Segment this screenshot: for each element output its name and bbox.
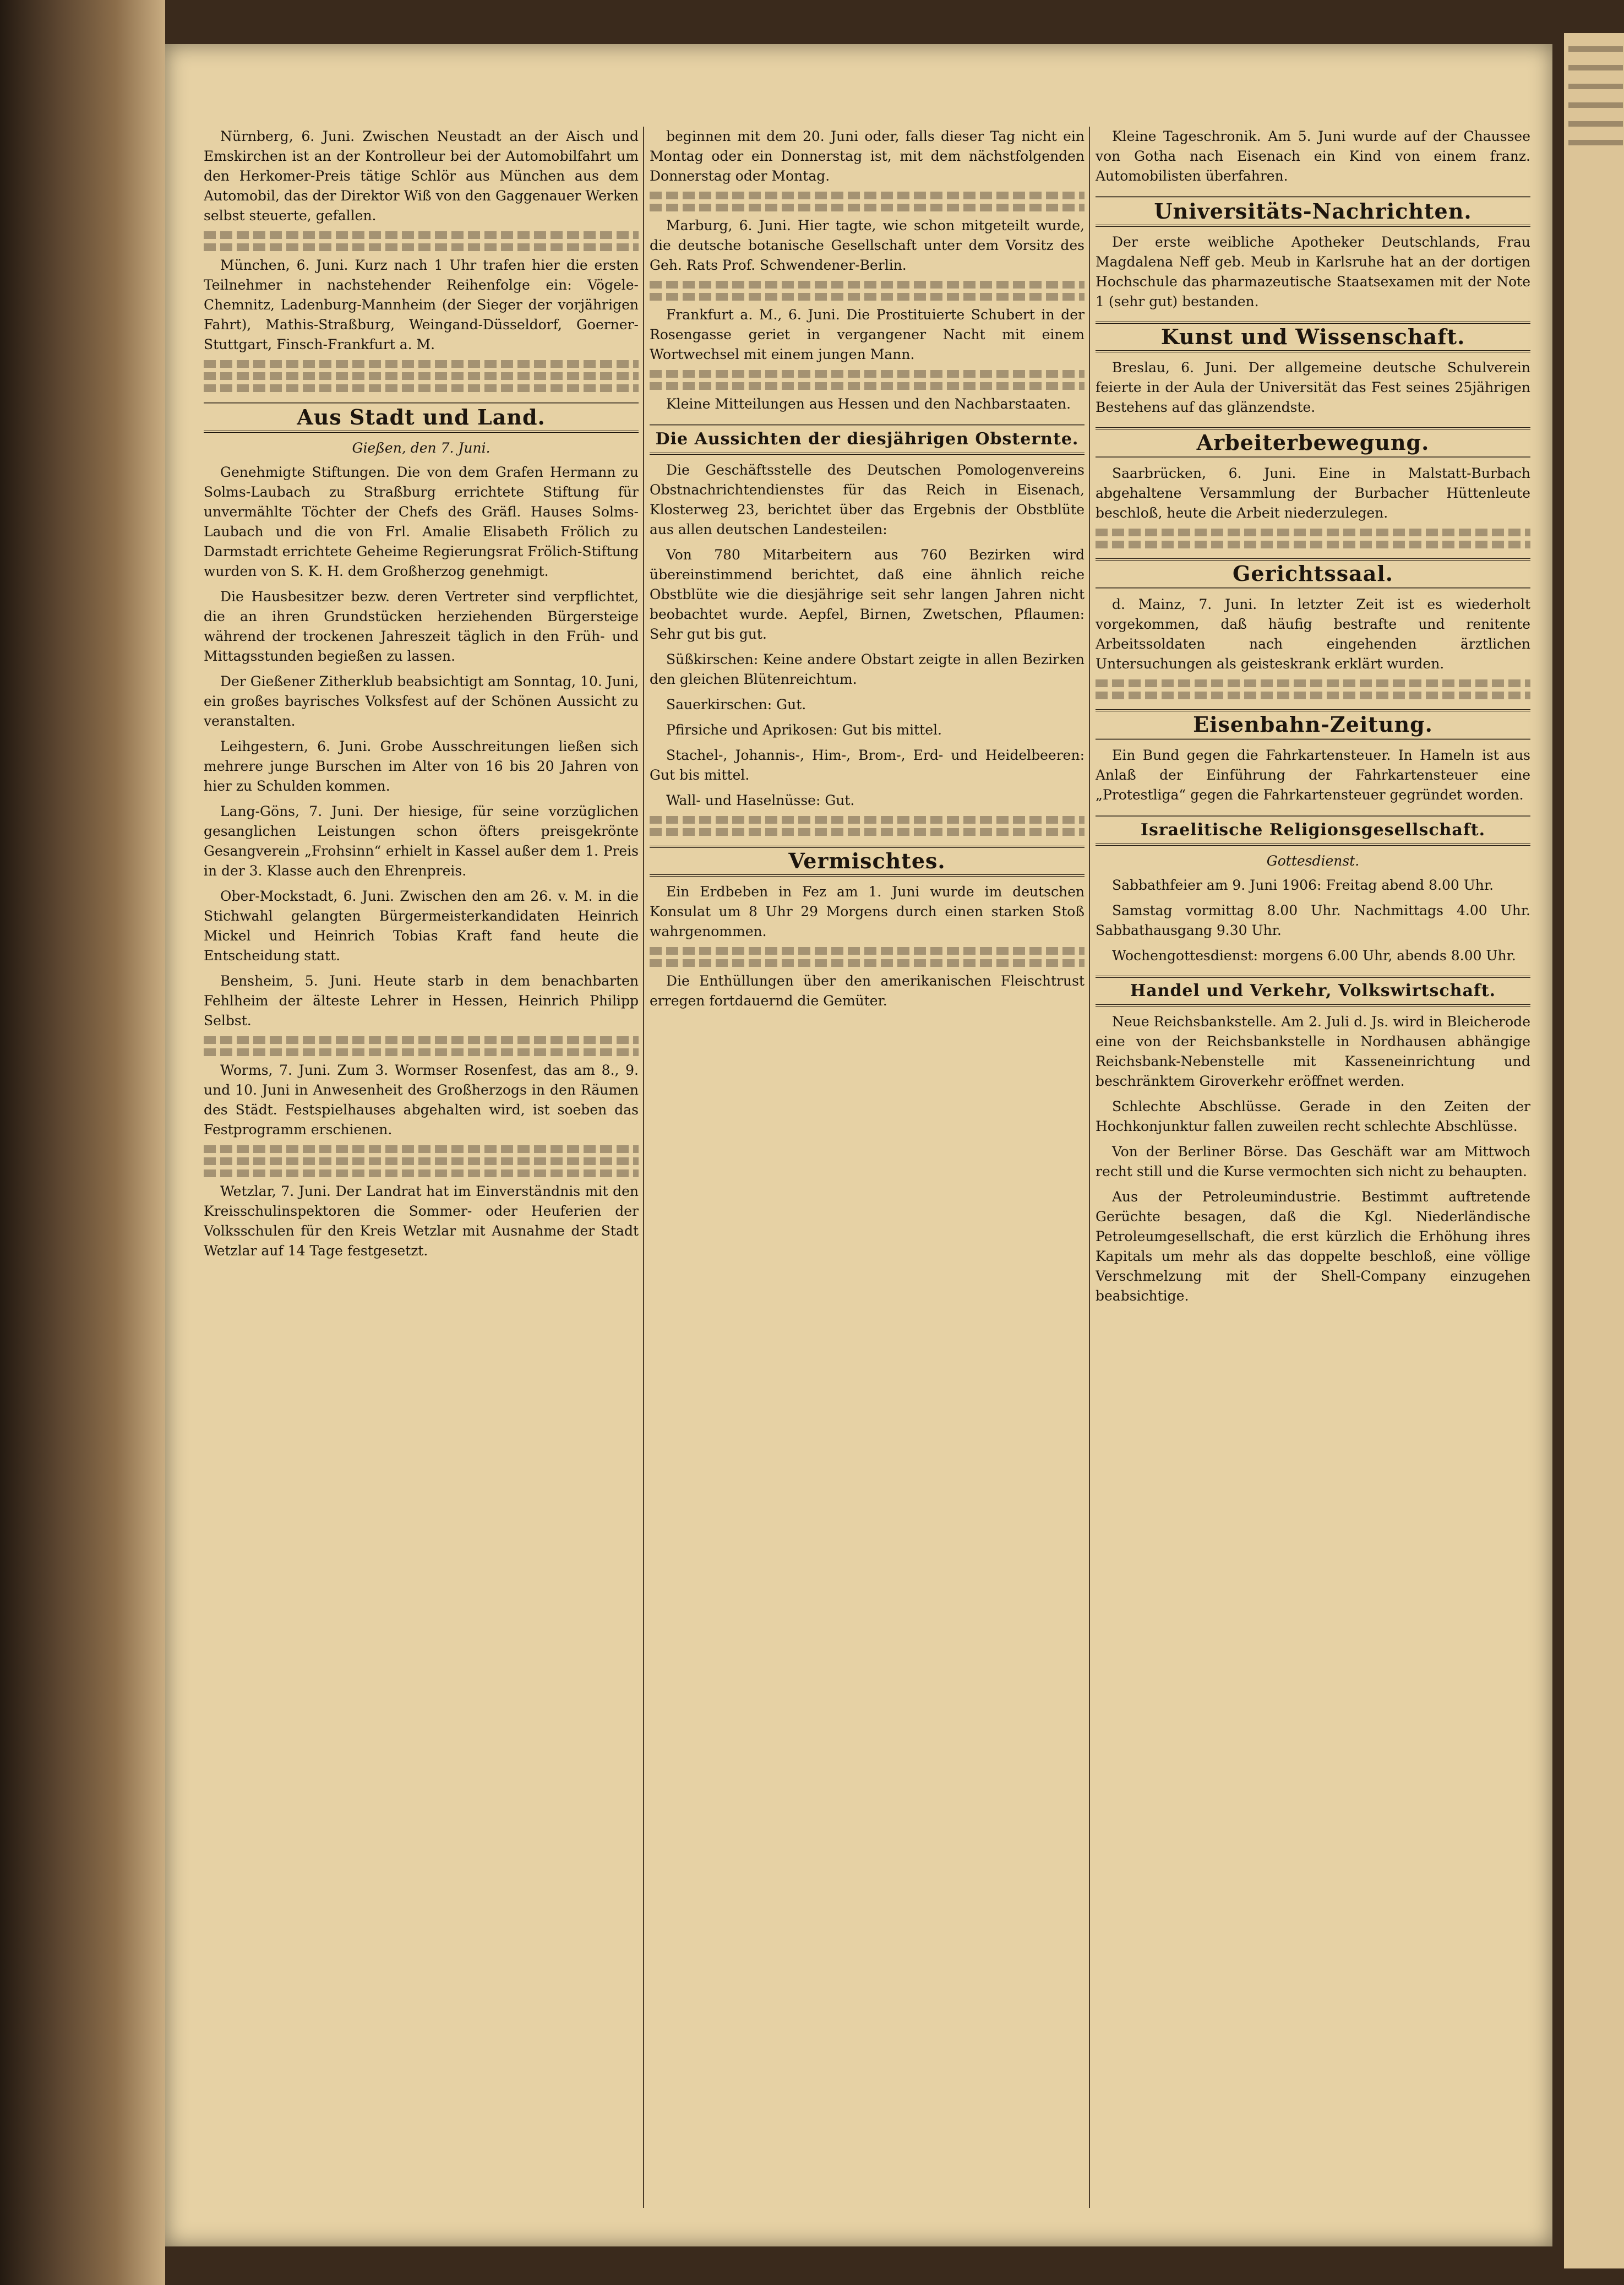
text-stub bbox=[650, 293, 1085, 301]
article-ober-mockstadt: Ober-Mockstadt, 6. Juni. Zwischen den am 26. v. M. in die Stichwahl gelangten Bürgermeisterkandidaten Heinrich Mickel und Heinrich Tobias Kraft fand heute die Entscheidung statt. bbox=[204, 888, 639, 964]
article-boerse: Von der Berliner Börse. Das Geschäft war am Mittwoch recht still und die Kurse vermochten sich nicht zu behaupten. bbox=[1096, 1144, 1530, 1179]
text-stub bbox=[650, 370, 1085, 378]
article-apothekerin: Der erste weibliche Apotheker Deutschlands, Frau Magdalena Neff geb. Meub in Karlsruhe hat an der dortigen Hochschule das pharmazeutische Staatsexamen mit der Note 1 (sehr gut) bestanden. bbox=[1096, 234, 1530, 309]
text-stub bbox=[650, 947, 1085, 955]
section-heading: Die Aussichten der diesjährigen Obsternte. bbox=[650, 424, 1085, 455]
article-pfirsiche: Pfirsiche und Aprikosen: Gut bis mittel. bbox=[666, 722, 942, 738]
newspaper-page bbox=[165, 44, 1552, 2246]
section-heading: Vermischtes. bbox=[650, 846, 1085, 877]
text-stub bbox=[1568, 84, 1623, 89]
article-suesskirschen: Süßkirschen: Keine andere Obstart zeigte in allen Bezirken den gleichen Blütenreichtum. bbox=[650, 651, 1085, 687]
article-saarbruecken: Saarbrücken, 6. Juni. Eine in Malstatt-Burbach abgehaltene Versammlung der Burbacher Hüttenleute beschloß, heute die Arbeit niederzulegen. bbox=[1096, 465, 1530, 521]
dateline: Gießen, den 7. Juni. bbox=[352, 440, 491, 456]
section-heading: Aus Stadt und Land. bbox=[204, 402, 639, 433]
text-stub bbox=[1096, 679, 1530, 687]
article-breslau: Breslau, 6. Juni. Der allgemeine deutsche Schulverein feierte in der Aula der Universität das Fest seines 25jährigen Bestehens auf das glänzendste. bbox=[1096, 360, 1530, 415]
section-heading: Universitäts-Nachrichten. bbox=[1096, 196, 1530, 227]
text-stub bbox=[1568, 102, 1623, 108]
text-stub bbox=[1568, 140, 1623, 145]
article-zitherklub: Der Gießener Zitherklub beabsichtigt am Sonntag, 10. Juni, ein großes bayrisches Volksfest auf der Schönen Aussicht zu veranstalten. bbox=[204, 673, 639, 729]
subheading: Gottesdienst. bbox=[1266, 853, 1360, 869]
text-stub bbox=[650, 281, 1085, 289]
gottesdienst-samstag: Samstag vormittag 8.00 Uhr. Nachmittags 4.00 Uhr. Sabbathausgang 9.30 Uhr. bbox=[1096, 902, 1530, 938]
column-rule bbox=[643, 127, 644, 2208]
text-stub bbox=[1096, 541, 1530, 548]
section-heading: Israelitische Religionsgesellschaft. bbox=[1096, 815, 1530, 846]
article-mainz: d. Mainz, 7. Juni. In letzter Zeit ist es wiederholt vorgekommen, daß häufig bestrafte und renitente Arbeitssoldaten nach eingehenden ärztlichen Untersuchungen als geisteskrank erklärt wurden. bbox=[1096, 596, 1530, 672]
section-heading: Handel und Verkehr, Volkswirtschaft. bbox=[1096, 976, 1530, 1007]
article-abschluesse: Schlechte Abschlüsse. Gerade in den Zeiten der Hochkonjunktur fallen zuweilen recht schlechte Abschlüsse. bbox=[1096, 1098, 1530, 1134]
section-heading: Arbeiterbewegung. bbox=[1096, 427, 1530, 458]
article-petroleum: Aus der Petroleumindustrie. Bestimmt auftretende Gerüchte besagen, daß die Kgl. Niederländische Petroleumgesellschaft, die erst kürzlich die Erhöhung ihres Kapitals um mehr als das doppelte beschloß, eine völlige Verschmelzung mit der Shell-Company einzugehen beabsichtige. bbox=[1096, 1189, 1530, 1304]
article-obsternte-report: Von 780 Mitarbeitern aus 760 Bezirken wird übereinstimmend berichtet, daß eine ähnlich reiche Obstblüte wie die diesjährige seit sehr langen Jahren nicht beobachtet wurde. Aepfel, Birnen, Zwetschen, Pflaumen: Sehr gut bis gut. bbox=[650, 547, 1085, 642]
text-stub bbox=[650, 816, 1085, 824]
text-stub bbox=[1568, 46, 1623, 52]
text-stub bbox=[204, 1145, 639, 1153]
article-bensheim: Bensheim, 5. Juni. Heute starb in dem benachbarten Fehlheim der älteste Lehrer in Hessen, Heinrich Philipp Selbst. bbox=[204, 973, 639, 1029]
article-fleischtrust: Die Enthüllungen über den amerikanischen Fleischtrust erregen fortdauernd die Gemüter. bbox=[650, 973, 1085, 1009]
article-stiftungen: Genehmigte Stiftungen. Die von dem Grafen Hermann zu Solms-Laubach zu Straßburg errichtete Stiftung für unvermählte Töchter der Chefs des Gräfl. Hauses Solms-Laubach und die von Frl. Amalie Elisabeth Frölich zu Darmstadt errichtete Geheime Regierungsrat Frölich-Stiftung wurden von S. K. H. dem Großherzog genehmigt. bbox=[204, 464, 639, 579]
section-heading: Eisenbahn-Zeitung. bbox=[1096, 709, 1530, 740]
article-kleine-mitteilungen: Kleine Mitteilungen aus Hessen und den Nachbarstaaten. bbox=[666, 396, 1071, 412]
article-erdbeben: Ein Erdbeben in Fez am 1. Juni wurde im deutschen Konsulat um 8 Uhr 29 Morgens durch einen starken Stoß wahrgenommen. bbox=[650, 884, 1085, 939]
section-heading: Gerichtssaal. bbox=[1096, 558, 1530, 589]
text-stub bbox=[204, 1169, 639, 1177]
article-tageschronik: Kleine Tageschronik. Am 5. Juni wurde auf der Chaussee von Gotha nach Eisenach ein Kind von einem franz. Automobilisten überfahren. bbox=[1096, 128, 1530, 184]
column-3 bbox=[1096, 127, 1530, 2208]
gottesdienst-woche: Wochengottesdienst: morgens 6.00 Uhr, abends 8.00 Uhr. bbox=[1112, 948, 1516, 964]
text-stub bbox=[204, 372, 639, 380]
text-stub bbox=[204, 1048, 639, 1056]
text-stub bbox=[650, 204, 1085, 211]
column-2 bbox=[650, 127, 1085, 2208]
article-beeren: Stachel-, Johannis-, Him-, Brom-, Erd- und Heidelbeeren: Gut bis mittel. bbox=[650, 747, 1085, 783]
article-muenchen: München, 6. Juni. Kurz nach 1 Uhr trafen hier die ersten Teilnehmer in nachstehender Reihenfolge ein: Vögele-Chemnitz, Ladenburg-Mannheim (der Sieger der vorjährigen Fahrt), Mathis-Straßburg, Weingand-Düsseldorf, Goerner-Stuttgart, Finsch-Frankfurt a. M. bbox=[204, 257, 639, 352]
article-wetzlar: Wetzlar, 7. Juni. Der Landrat hat im Einverständnis mit den Kreisschulinspektoren die Sommer- oder Heuferien der Volksschulen für den Kreis Wetzlar mit Ausnahme der Stadt Wetzlar auf 14 Tage festgesetzt. bbox=[204, 1183, 639, 1259]
text-stub bbox=[1096, 692, 1530, 699]
text-stub bbox=[650, 382, 1085, 390]
text-stub bbox=[204, 231, 639, 239]
text-stub bbox=[1568, 121, 1623, 127]
article-nuernberg: Nürnberg, 6. Juni. Zwischen Neustadt an der Aisch und Emskirchen ist an der Kontrolleur bei der Automobilfahrt um den Herkomer-Preis tätige Schlör aus München aus dem Automobil, das der Direktor Wiß von den Gaggenauer Werken selbst steuerte, gefallen. bbox=[204, 128, 639, 224]
text-stub bbox=[650, 959, 1085, 967]
article-nuesse: Wall- und Haselnüsse: Gut. bbox=[666, 792, 855, 808]
article-obsternte-intro: Die Geschäftsstelle des Deutschen Pomologenvereins Obstnachrichtendienstes für das Reich in Eisenach, Klosterweg 23, berichtet über das Ergebnis der Obstblüte aus allen deutschen Landesteilen: bbox=[650, 462, 1085, 537]
gottesdienst-freitag: Sabbathfeier am 9. Juni 1906: Freitag abend 8.00 Uhr. bbox=[1112, 877, 1494, 893]
text-stub bbox=[204, 360, 639, 368]
text-stub bbox=[1096, 529, 1530, 536]
book-spine bbox=[0, 0, 165, 2285]
article-ferien: beginnen mit dem 20. Juni oder, falls dieser Tag nicht ein Montag oder ein Donnerstag ist, mit dem nächstfolgenden Donnerstag oder Montag. bbox=[650, 128, 1085, 184]
text-stub bbox=[1568, 65, 1623, 70]
article-sauerkirschen: Sauerkirschen: Gut. bbox=[666, 697, 806, 712]
text-stub bbox=[204, 1036, 639, 1044]
article-worms: Worms, 7. Juni. Zum 3. Wormser Rosenfest, das am 8., 9. und 10. Juni in Anwesenheit des Großherzogs in den Räumen des Städt. Festspielhauses abgehalten wird, ist soeben das Festprogramm erschienen. bbox=[204, 1062, 639, 1138]
section-heading: Kunst und Wissenschaft. bbox=[1096, 322, 1530, 352]
facing-page-edge bbox=[1561, 33, 1624, 2268]
column-rule bbox=[1089, 127, 1090, 2208]
article-reichsbankstelle: Neue Reichsbankstelle. Am 2. Juli d. Js. wird in Bleicherode eine von der Reichsbankstelle in Nordhausen abhängige Reichsbank-Nebenstelle mit Kasseneinrichtung und beschränktem Giroverkehr eröffnet werden. bbox=[1096, 1014, 1530, 1089]
article-leihgestern: Leihgestern, 6. Juni. Grobe Ausschreitungen ließen sich mehrere junge Burschen im Alter von 16 bis 20 Jahren von hier zu Schulden kommen. bbox=[204, 738, 639, 794]
text-stub bbox=[204, 243, 639, 251]
article-marburg: Marburg, 6. Juni. Hier tagte, wie schon mitgeteilt wurde, die deutsche botanische Gesellschaft unter dem Vorsitz des Geh. Rats Prof. Schwendener-Berlin. bbox=[650, 217, 1085, 273]
text-stub bbox=[650, 192, 1085, 199]
article-frankfurt: Frankfurt a. M., 6. Juni. Die Prostituierte Schubert in der Rosengasse geriet in vergangener Nacht mit einem Wortwechsel mit einem jungen Mann. bbox=[650, 307, 1085, 362]
column-1 bbox=[204, 127, 639, 2208]
text-stub bbox=[650, 828, 1085, 836]
article-lang-goens: Lang-Göns, 7. Juni. Der hiesige, für seine vorzüglichen gesanglichen Leistungen schon öfters preisgekrönte Gesangverein „Frohsinn“ erhielt in Kassel außer dem 1. Preis in der 3. Klasse auch den Ehrenpreis. bbox=[204, 803, 639, 879]
article-fahrkartensteuer: Ein Bund gegen die Fahrkartensteuer. In Hameln ist aus Anlaß der Einführung der Fahrkartensteuer eine „Protestliga“ gegen die Fahrkartensteuer gegründet worden. bbox=[1096, 747, 1530, 803]
text-stub bbox=[204, 384, 639, 392]
article-hausbesitzer: Die Hausbesitzer bezw. deren Vertreter sind verpflichtet, die an ihren Grundstücken herziehenden Bürgersteige während der trockenen Jahreszeit täglich in den Früh- und Mittagsstunden begießen zu lassen. bbox=[204, 589, 639, 664]
text-stub bbox=[204, 1157, 639, 1165]
